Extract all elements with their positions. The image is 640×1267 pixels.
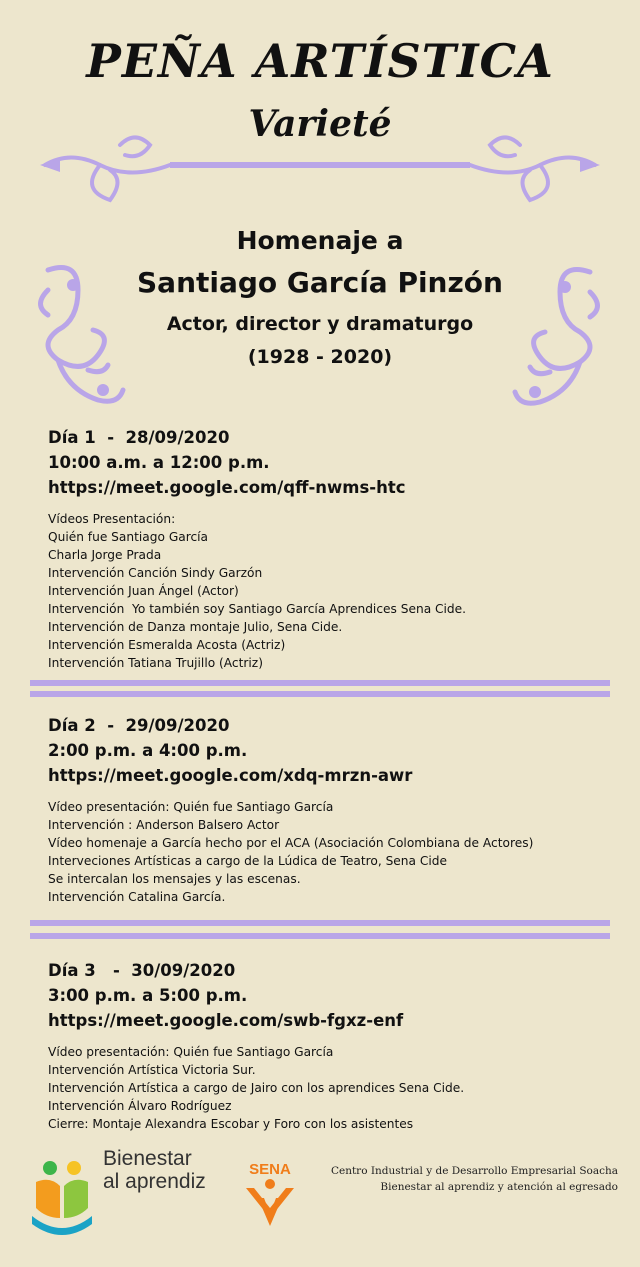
homenaje-name: Santiago García Pinzón bbox=[137, 266, 503, 299]
day-3-link[interactable]: https://meet.google.com/swb-fgxz-enf bbox=[48, 1011, 404, 1030]
homenaje-role: Actor, director y dramaturgo bbox=[166, 313, 474, 335]
list-item: Vídeos Presentación: bbox=[48, 512, 176, 526]
sena-logo-text: SENA bbox=[249, 1161, 291, 1178]
list-item: Interveciones Artísticas a cargo de la Lúdica de Teatro, Sena Cide bbox=[48, 854, 448, 868]
list-item: Intervención Artística a cargo de Jairo con los aprendices Sena Cide. bbox=[48, 1081, 465, 1095]
list-item: Intervención : Anderson Balsero Actor bbox=[48, 818, 280, 832]
list-item: Quién fue Santiago García bbox=[48, 530, 209, 544]
list-item: Intervención Canción Sindy Garzón bbox=[48, 566, 263, 580]
event-title: PEÑA ARTÍSTICA bbox=[86, 34, 554, 88]
day-2-link[interactable]: https://meet.google.com/xdq-mrzn-awr bbox=[48, 766, 413, 785]
bienestar-sublabel: al aprendiz bbox=[103, 1170, 206, 1193]
section-divider bbox=[30, 691, 610, 697]
list-item: Intervención Esmeralda Acosta (Actriz) bbox=[48, 638, 286, 652]
list-item: Intervención Yo también soy Santiago García Aprendices Sena Cide. bbox=[48, 602, 467, 616]
day-2-title: Día 2 - 29/09/2020 bbox=[48, 716, 230, 735]
day-2-items bbox=[48, 798, 618, 906]
list-item: Cierre: Montaje Alexandra Escobar y Foro con los asistentes bbox=[48, 1117, 414, 1131]
day-1-section bbox=[48, 425, 618, 672]
center-name: Centro Industrial y de Desarrollo Empresarial Soacha bbox=[330, 1165, 618, 1177]
day-2-time: 2:00 p.m. a 4:00 p.m. bbox=[48, 741, 248, 760]
day-3-title: Día 3 - 30/09/2020 bbox=[48, 961, 236, 980]
day-1-time: 10:00 a.m. a 12:00 p.m. bbox=[48, 453, 270, 472]
day-1-link[interactable]: https://meet.google.com/qff-nwms-htc bbox=[48, 478, 406, 497]
list-item: Vídeo presentación: Quién fue Santiago García bbox=[48, 800, 334, 814]
section-divider bbox=[30, 933, 610, 939]
list-item: Intervención Artística Victoria Sur. bbox=[48, 1063, 256, 1077]
list-item: Intervención de Danza montaje Julio, Sena Cide. bbox=[48, 620, 343, 634]
day-2-section bbox=[48, 713, 618, 906]
sena-logo-icon bbox=[240, 1158, 300, 1230]
homenaje-line1: Homenaje a bbox=[236, 226, 404, 255]
day-1-items bbox=[48, 510, 618, 672]
event-subtitle: Varieté bbox=[248, 103, 392, 145]
center-info bbox=[300, 1163, 618, 1195]
list-item: Vídeo presentación: Quién fue Santiago García bbox=[48, 1045, 334, 1059]
list-item: Intervención Álvaro Rodríguez bbox=[48, 1099, 232, 1113]
list-item: Intervención Tatiana Trujillo (Actriz) bbox=[48, 656, 263, 670]
center-department: Bienestar al aprendiz y atención al egresado bbox=[380, 1181, 618, 1193]
list-item: Vídeo homenaje a García hecho por el ACA (Asociación Colombiana de Actores) bbox=[48, 836, 534, 850]
list-item: Intervención Juan Ángel (Actor) bbox=[48, 584, 239, 598]
section-divider bbox=[30, 920, 610, 926]
section-divider bbox=[30, 680, 610, 686]
bienestar-label: Bienestar bbox=[103, 1147, 192, 1170]
day-3-section bbox=[48, 958, 618, 1133]
list-item: Charla Jorge Prada bbox=[48, 548, 162, 562]
day-1-title: Día 1 - 28/09/2020 bbox=[48, 428, 230, 447]
day-3-time: 3:00 p.m. a 5:00 p.m. bbox=[48, 986, 248, 1005]
list-item: Intervención Catalina García. bbox=[48, 890, 226, 904]
ornament-top-icon bbox=[40, 120, 600, 210]
list-item: Se intercalan los mensajes y las escenas. bbox=[48, 872, 301, 886]
homenaje-years: (1928 - 2020) bbox=[247, 346, 393, 368]
day-3-items bbox=[48, 1043, 618, 1133]
bienestar-logo-icon bbox=[30, 1160, 94, 1238]
